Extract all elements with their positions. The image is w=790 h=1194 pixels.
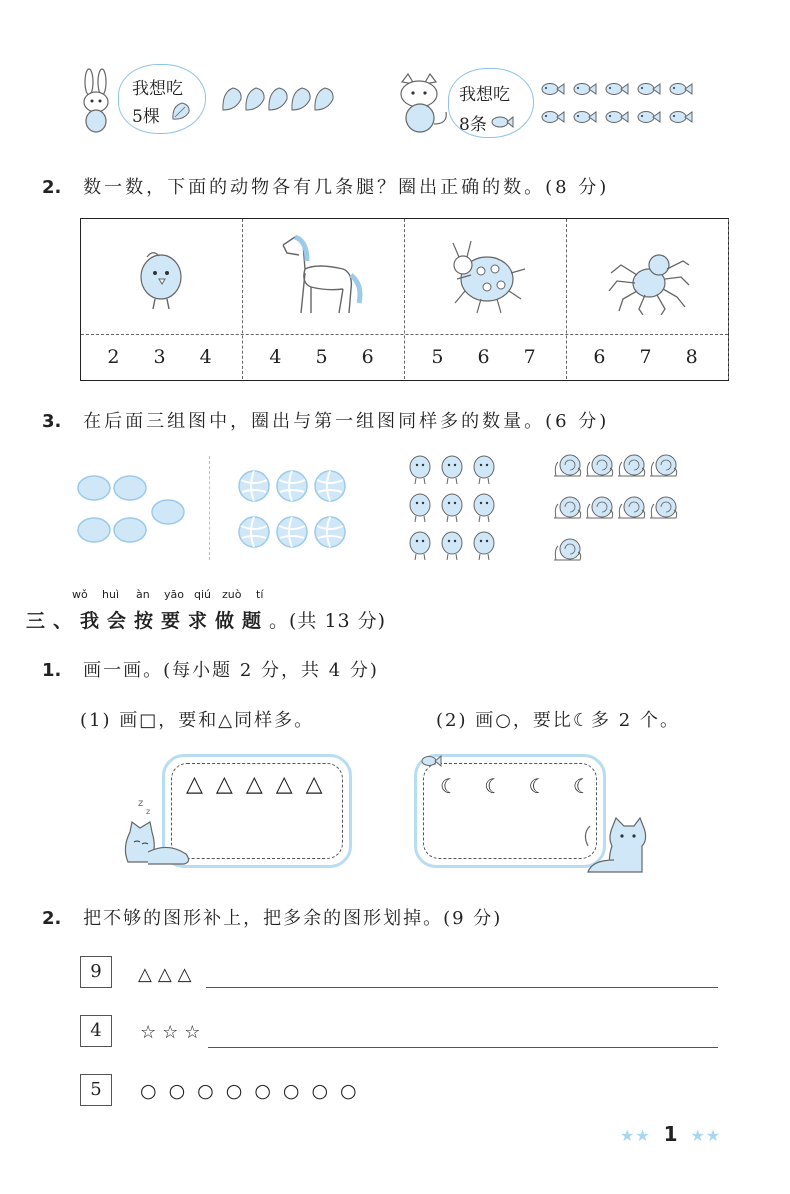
pinyin-1: huì (102, 588, 119, 601)
pinyin-5: zuò (222, 588, 242, 601)
cabbage-icon-in-bubble (170, 100, 192, 126)
s3q1-number: 1. (42, 660, 62, 681)
svg-text:z: z (138, 798, 144, 809)
legs-cell-ladybug (405, 219, 567, 379)
footer-stars-right: ★★ (690, 1126, 722, 1145)
s3q1-text: 画一画。(每小题 2 分，共 4 分) (83, 660, 379, 681)
footer-stars-left: ★★ (620, 1126, 651, 1145)
q2-text: 数一数，下面的动物各有几条腿？圈出正确的数。(8 分) (83, 177, 610, 198)
row1-shapes[interactable]: △△△ (138, 964, 198, 985)
s3q1-sub2: (2) 画○，要比☾多 2 个。 (436, 710, 680, 731)
pinyin-0: wǒ (72, 588, 88, 601)
horse-icon (277, 233, 367, 323)
s3q2-heading (42, 904, 502, 930)
legs-options-spider[interactable]: 6 7 8 (593, 346, 712, 368)
group-divider (209, 456, 210, 560)
legs-options-horse[interactable]: 4 5 6 (269, 346, 388, 368)
q3-heading (42, 407, 609, 433)
chick-group (406, 452, 498, 568)
snail-group (550, 452, 678, 568)
sleeping-cat-icon (122, 792, 198, 872)
section3-score: 。(共 13 分) (269, 610, 387, 632)
bubble-right-line1: 我想吃 (459, 85, 510, 105)
pinyin-6: tí (256, 588, 264, 601)
bubble-left-line2: 5棵 (132, 107, 160, 127)
q2-heading (42, 173, 609, 199)
page-number: 1 (663, 1122, 678, 1146)
row2-number-box: 4 (80, 1015, 112, 1047)
s3q2-text: 把不够的图形补上，把多余的图形划掉。(9 分) (83, 908, 503, 929)
row2-shapes[interactable]: ☆☆☆ (140, 1022, 207, 1043)
pinyin-2: àn (136, 588, 150, 601)
table-divider (81, 334, 728, 335)
row3-shapes[interactable]: ○○○○○○○○ (140, 1080, 369, 1102)
q2-number: 2. (42, 177, 62, 198)
pinyin-4: qiú (194, 588, 212, 601)
cat-icon (394, 72, 452, 138)
svg-text:z: z (146, 807, 151, 816)
legs-options-ladybug[interactable]: 5 6 7 (431, 346, 550, 368)
fish-icon-in-bubble (490, 114, 514, 133)
section3-heading (26, 606, 386, 633)
legs-cell-spider (567, 219, 729, 379)
rabbit-icon (76, 68, 116, 134)
bubble-left-line1: 我想吃 (132, 79, 183, 99)
fish-group (538, 80, 698, 134)
s3q1-heading (42, 656, 379, 682)
dumpling-group (76, 472, 188, 550)
ball-group (236, 468, 350, 554)
legs-table (80, 218, 729, 381)
fish-icon-on-frame (420, 752, 442, 771)
legs-cell-horse (243, 219, 405, 379)
spider-icon (603, 239, 693, 319)
row2-answer-line[interactable] (208, 1047, 718, 1048)
row1-number-box: 9 (80, 956, 112, 988)
legs-cell-chick (81, 219, 243, 379)
section3-title: 三、我会按要求做题 (26, 610, 270, 632)
cabbage-group (220, 84, 340, 118)
box2-moons: ☾ ☾ ☾ ☾ (440, 774, 601, 798)
q3-number: 3. (42, 411, 62, 432)
chick-icon (133, 247, 193, 315)
page-number-footer (620, 1122, 721, 1146)
standing-cat-icon (578, 816, 650, 880)
bubble-right-line2: 8条 (459, 115, 487, 135)
row3-number-box: 5 (80, 1074, 112, 1106)
q3-text: 在后面三组图中，圈出与第一组图同样多的数量。(6 分) (83, 411, 610, 432)
s3q1-sub1: (1) 画□，要和△同样多。 (80, 710, 315, 731)
row1-answer-line[interactable] (206, 987, 718, 988)
legs-options-chick[interactable]: 2 3 4 (107, 346, 226, 368)
box1-triangles: △△△△△ (186, 772, 336, 797)
s3q2-number: 2. (42, 908, 62, 929)
pinyin-3: yāo (164, 588, 184, 601)
ladybug-icon (441, 235, 531, 319)
